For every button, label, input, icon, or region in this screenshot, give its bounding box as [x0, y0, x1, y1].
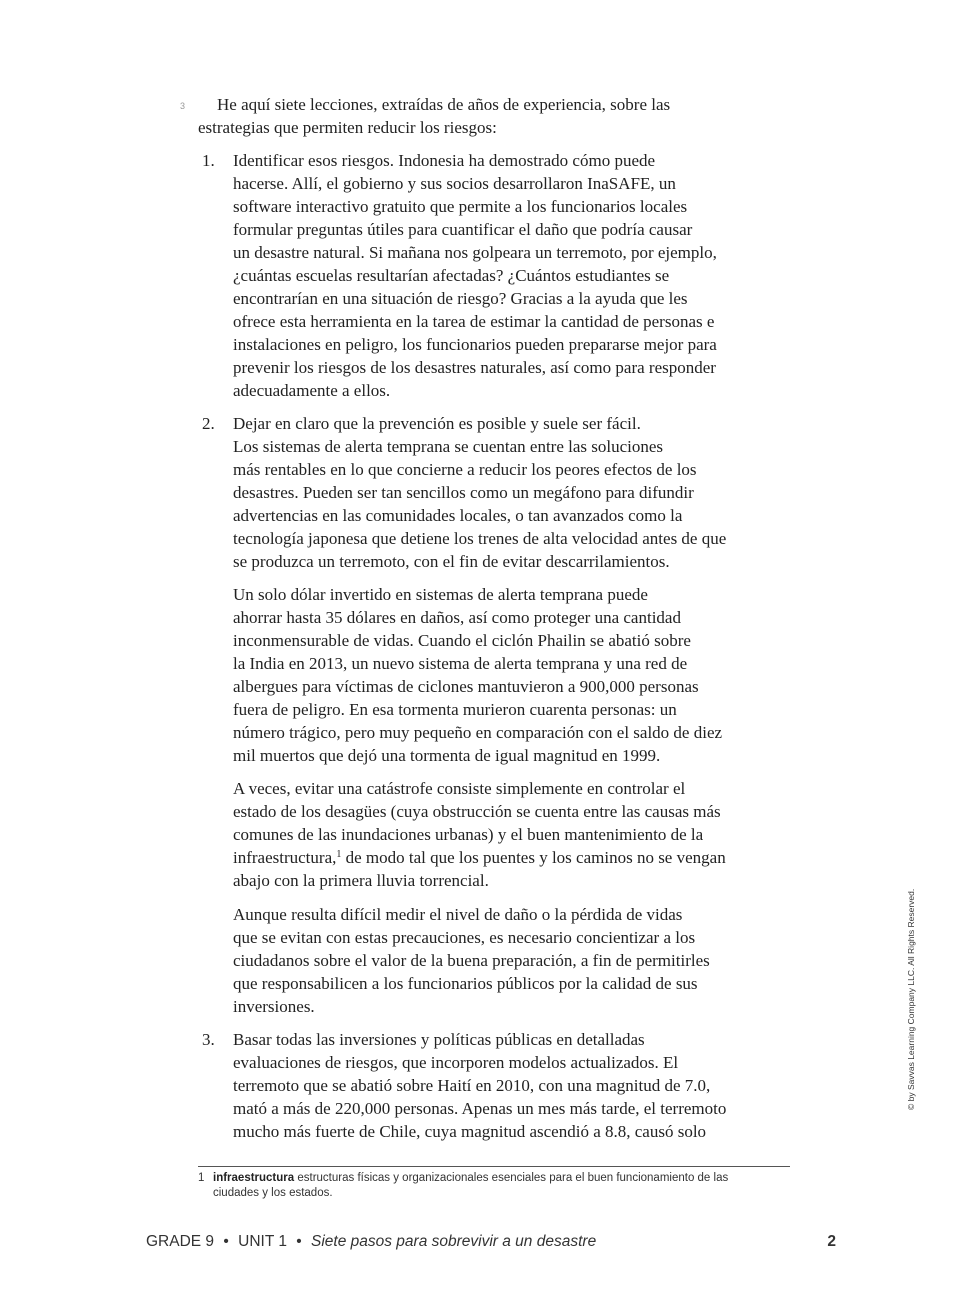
list-item-line: terremoto que se abatió sobre Haití en 2010, con una magnitud de 7.0,: [233, 1076, 711, 1095]
list-item-line: software interactivo gratuito que permite a los funcionarios locales: [233, 197, 688, 216]
paragraph-line: mil muertos que dejó una tormenta de igual magnitud en 1999.: [233, 746, 661, 765]
list-item-line: Los sistemas de alerta temprana se cuentan entre las soluciones: [233, 437, 664, 456]
list-number: 3.: [202, 1030, 215, 1049]
list-item-line: formular preguntas útiles para cuantificar el daño que podría causar: [233, 220, 693, 239]
paragraph-line: A veces, evitar una catástrofe consiste simplemente en controlar el: [233, 779, 686, 798]
list-item-3: [233, 1028, 726, 1143]
list-number: 1.: [202, 151, 215, 170]
footer-bullet: •: [223, 1233, 229, 1250]
list-item-line: adecuadamente a ellos.: [233, 381, 391, 400]
list-item-line: más rentables en lo que concierne a reducir los peores efectos de los: [233, 460, 697, 479]
intro-line: He aquí siete lecciones, extraídas de años de experiencia, sobre las: [217, 95, 671, 114]
paragraph-line: estado de los desagües (cuya obstrucción se cuenta entre las causas más: [233, 802, 721, 821]
list-number: 2.: [202, 414, 215, 433]
list-item-line: encontrarían en una situación de riesgo? Gracias a la ayuda que les: [233, 289, 688, 308]
list-item-line: advertencias en las comunidades locales, o tan avanzados como la: [233, 506, 683, 525]
footer-left: [146, 1233, 596, 1251]
list-item-line: tecnología japonesa que detiene los trenes de alta velocidad antes de que: [233, 529, 727, 548]
list-item-line: Basar todas las inversiones y políticas públicas en detalladas: [233, 1030, 645, 1049]
copyright-notice: © by Savvas Learning Company LLC. All Rights Reserved.: [906, 888, 916, 1110]
list-item-line: hacerse. Allí, el gobierno y sus socios desarrollaron InaSAFE, un: [233, 174, 676, 193]
list-item-line: desastres. Pueden ser tan sencillos como un megáfono para difundir: [233, 483, 694, 502]
list-item-line: ofrece esta herramienta en la tarea de estimar la cantidad de personas e: [233, 312, 715, 331]
page-number: 2: [827, 1233, 836, 1250]
infrastructure-term: infraestructura,: [233, 848, 337, 867]
infrastructure-rest: de modo tal que los puentes y los caminos no se vengan: [341, 848, 726, 867]
list-item-line: un desastre natural. Si mañana nos golpeara un terremoto, por ejemplo,: [233, 243, 717, 262]
list-item-line: instalaciones en peligro, los funcionarios pueden prepararse mejor para: [233, 335, 717, 354]
list-item-line: Dejar en claro que la prevención es posible y suele ser fácil.: [233, 414, 641, 433]
intro-paragraph: [198, 93, 670, 139]
paragraph-line: ahorrar hasta 35 dólares en daños, así como proteger una cantidad: [233, 608, 681, 627]
paragraph-line: inversiones.: [233, 997, 315, 1016]
paragraph-line: Aunque resulta difícil medir el nivel de daño o la pérdida de vidas: [233, 905, 683, 924]
paragraph-line: que se evitan con estas precauciones, es necesario concientizar a los: [233, 928, 696, 947]
paragraph-line: Un solo dólar invertido en sistemas de alerta temprana puede: [233, 585, 648, 604]
footnote-term: infraestructura: [213, 1172, 295, 1184]
list-item-line: se produzca un terremoto, con el fin de evitar descarrilamientos.: [233, 552, 670, 571]
list-item-line: mucho más fuerte de Chile, cuya magnitud ascendió a 8.8, causó solo: [233, 1122, 707, 1141]
footer-bullet: •: [296, 1233, 302, 1250]
paragraph-line: comunes de las inundaciones urbanas) y el buen mantenimiento de la: [233, 825, 704, 844]
paragraph-line: abajo con la primera lluvia torrencial.: [233, 871, 489, 890]
list-item-line: evaluaciones de riesgos, que incorporen modelos actualizados. El: [233, 1053, 679, 1072]
paragraph-line: inconmensurable de vidas. Cuando el ciclón Phailin se abatió sobre: [233, 631, 691, 650]
paragraph-line: albergues para víctimas de ciclones mantuvieron a 900,000 personas: [233, 677, 699, 696]
footnote-line: ciudades y los estados.: [213, 1187, 333, 1199]
paragraph-line: número trágico, pero muy pequeño en comparación con el saldo de diez: [233, 723, 723, 742]
list-item-line: prevenir los riesgos de los desastres naturales, así como para responder: [233, 358, 716, 377]
sub-paragraph-drainage: [233, 777, 726, 892]
paragraph-line: [233, 846, 726, 869]
paragraph-line: ciudadanos sobre el valor de la buena preparación, a fin de permitirles: [233, 951, 710, 970]
paragraph-line: la India en 2013, un nuevo sistema de alerta temprana y una red de: [233, 654, 688, 673]
list-item-line: ¿cuántas escuelas resultarían afectadas? ¿Cuántos estudiantes se: [233, 266, 670, 285]
list-item-line: mató a más de 220,000 personas. Apenas un mes más tarde, el terremoto: [233, 1099, 727, 1118]
list-item-2: [233, 412, 726, 573]
paragraph-line: fuera de peligro. En esa tormenta murieron cuarenta personas: un: [233, 700, 677, 719]
footnote-line: [213, 1171, 728, 1186]
footer-title: Siete pasos para sobrevivir a un desastre: [311, 1233, 597, 1250]
list-item-1: [233, 149, 717, 402]
footer-grade: GRADE 9: [146, 1233, 215, 1250]
footnote-number: 1: [198, 1172, 205, 1184]
footnote-definition: estructuras físicas y organizacionales esenciales para el buen funcionamiento de las: [294, 1172, 729, 1184]
footnote-divider: [198, 1166, 790, 1167]
sub-paragraph-early-warning: [233, 583, 722, 767]
paragraph-line: que responsabilicen a los funcionarios públicos por la calidad de sus: [233, 974, 698, 993]
intro-line: estrategias que permiten reducir los riesgos:: [198, 118, 497, 137]
footnote-body: [213, 1171, 728, 1201]
page-footer: [146, 1233, 836, 1255]
footnote-ref: 1: [336, 849, 342, 860]
sub-paragraph-awareness: [233, 903, 710, 1018]
paragraph-number: 3: [180, 101, 186, 111]
footer-unit: UNIT 1: [238, 1233, 287, 1250]
list-item-line: Identificar esos riesgos. Indonesia ha demostrado cómo puede: [233, 151, 656, 170]
